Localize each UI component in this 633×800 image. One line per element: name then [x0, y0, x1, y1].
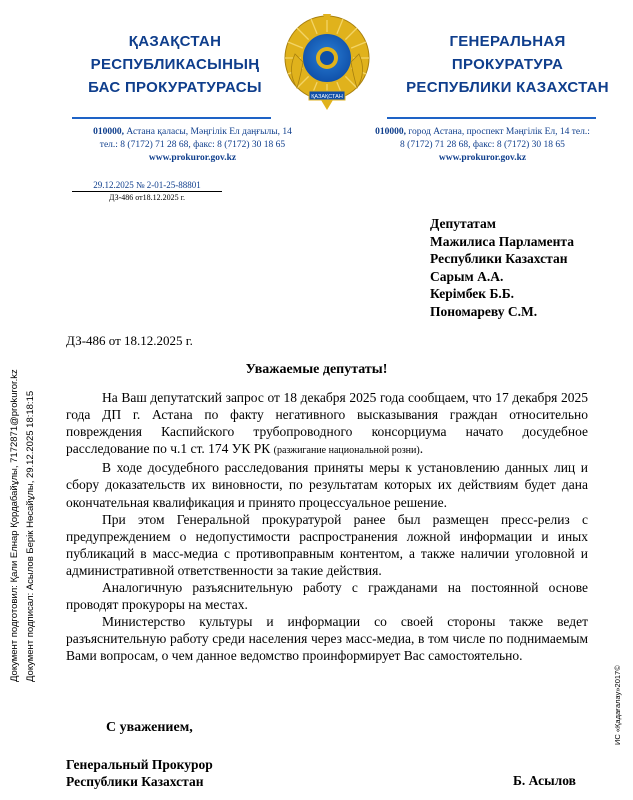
- registration-underline: [72, 191, 222, 192]
- side-system-mark: ИС «Қадағалау»2017©: [613, 665, 622, 745]
- signatory-title: [66, 756, 213, 790]
- state-emblem-icon: [283, 14, 371, 112]
- address-ru: [360, 126, 605, 165]
- address-ru-postcode: 010000,: [375, 127, 406, 137]
- address-kz-website[interactable]: www.prokuror.gov.kz: [148, 153, 237, 163]
- closing: С уважением,: [106, 720, 193, 735]
- registration-number: 29.12.2025 № 2-01-25-88801: [93, 180, 201, 190]
- paragraph-2: В ходе досудебного расследования приняты меры к установлению данных лиц и сбору доказательств их виновности, по результатам которых их действиям будет дана окончательная квалификация и принято процессуальное решение.: [66, 460, 588, 510]
- address-ru-website[interactable]: www.prokuror.gov.kz: [438, 153, 527, 163]
- paragraph-5: Министерство культуры и информации со своей стороны также ведет разъяснительную работу среди населения через масс-медиа, в том числе по поднимаемым Вами вопросам, о чем данное ведомство проинформирует Вас самостоятельно.: [66, 614, 588, 664]
- signatory-title-line2: Республики Казахстан: [66, 774, 204, 789]
- recipients-block: [430, 215, 574, 320]
- side-signed-by: Документ подписал: Асылов Берік Нөсайұлы, 29.12.2025 18:18:15: [25, 390, 36, 682]
- paragraph-3: При этом Генеральной прокуратурой ранее был размещен пресс-релиз с предупреждением о недопустимости распространения ложной информации и иных публикаций в масс-медиа с противоправным контентом, а также наличии уголовной и административной ответственности за такие действия.: [66, 511, 588, 578]
- header-kz-line2: РЕСПУБЛИКАСЫНЫҢ: [90, 56, 260, 73]
- address-ru-street: город Астана, проспект Мәңгілік Ел, 14 тел.:: [405, 127, 590, 137]
- header-divider-right: [387, 117, 596, 119]
- header-ru-line2: ПРОКУРАТУРА: [451, 56, 564, 73]
- header-kz-line3: БАС ПРОКУРАТУРАСЫ: [88, 79, 262, 96]
- registration-reference: ДЗ-486 от18.12.2025 г.: [108, 193, 186, 202]
- header-ru-line1: ГЕНЕРАЛЬНАЯ: [449, 33, 566, 50]
- header-ru: [400, 30, 615, 99]
- reference-line: ДЗ-486 от 18.12.2025 г.: [66, 333, 193, 348]
- address-kz-street: Астана қаласы, Мәңгілік Ел даңғылы, 14: [123, 127, 292, 137]
- paragraph-1-note: (разжигание национальной розни): [273, 445, 420, 457]
- header-ru-line3: РЕСПУБЛИКИ КАЗАХСТАН: [406, 79, 609, 96]
- recipient-line: Керімбек Б.Б.: [430, 286, 515, 301]
- header-divider-left: [72, 117, 271, 119]
- recipient-line: Мажилиса Парламента: [430, 233, 574, 249]
- side-prepared-by: Документ подготовил: Қали Елнар Қордабайұлы, 7172871@prokuror.kz: [9, 369, 20, 682]
- header-kz: [75, 30, 275, 99]
- emblem-text: ҚАЗАҚСТАН: [311, 94, 343, 100]
- header-kz-line1: ҚАЗАҚСТАН: [128, 33, 222, 50]
- letter-body: [66, 389, 588, 665]
- paragraph-1: На Ваш депутатский запрос от 18 декабря 2025 года сообщаем, что 17 декабря 2025 года ДП г. Астана по факту негативного высказывания граждан относительно повреждения Каспийского трубопроводного консорциума начато досудебное расследование по ч.1 ст. 174 УК РК (разжигание национальной розни).: [66, 390, 588, 457]
- recipient-line: Сарым А.А.: [430, 268, 504, 284]
- paragraph-4: Аналогичную разъяснительную работу с гражданами на постоянной основе проводят прокуроры на местах.: [66, 580, 588, 613]
- greeting: Уважаемые депутаты!: [245, 362, 388, 377]
- recipient-line: Республики Казахстан: [430, 251, 568, 266]
- address-kz: [70, 126, 315, 165]
- address-kz-phone: тел.: 8 (7172) 71 28 68, факс: 8 (7172) 30 18 65: [99, 140, 286, 150]
- address-ru-phone: 8 (7172) 71 28 68, факс: 8 (7172) 30 18 65: [400, 140, 565, 150]
- signatory-name: Б. Асылов: [513, 773, 576, 788]
- signatory-title-line1: Генеральный Прокурор: [66, 757, 213, 772]
- recipient-line: Депутатам: [430, 216, 496, 231]
- recipient-line: Пономареву С.М.: [430, 303, 538, 319]
- address-kz-postcode: 010000,: [93, 127, 124, 137]
